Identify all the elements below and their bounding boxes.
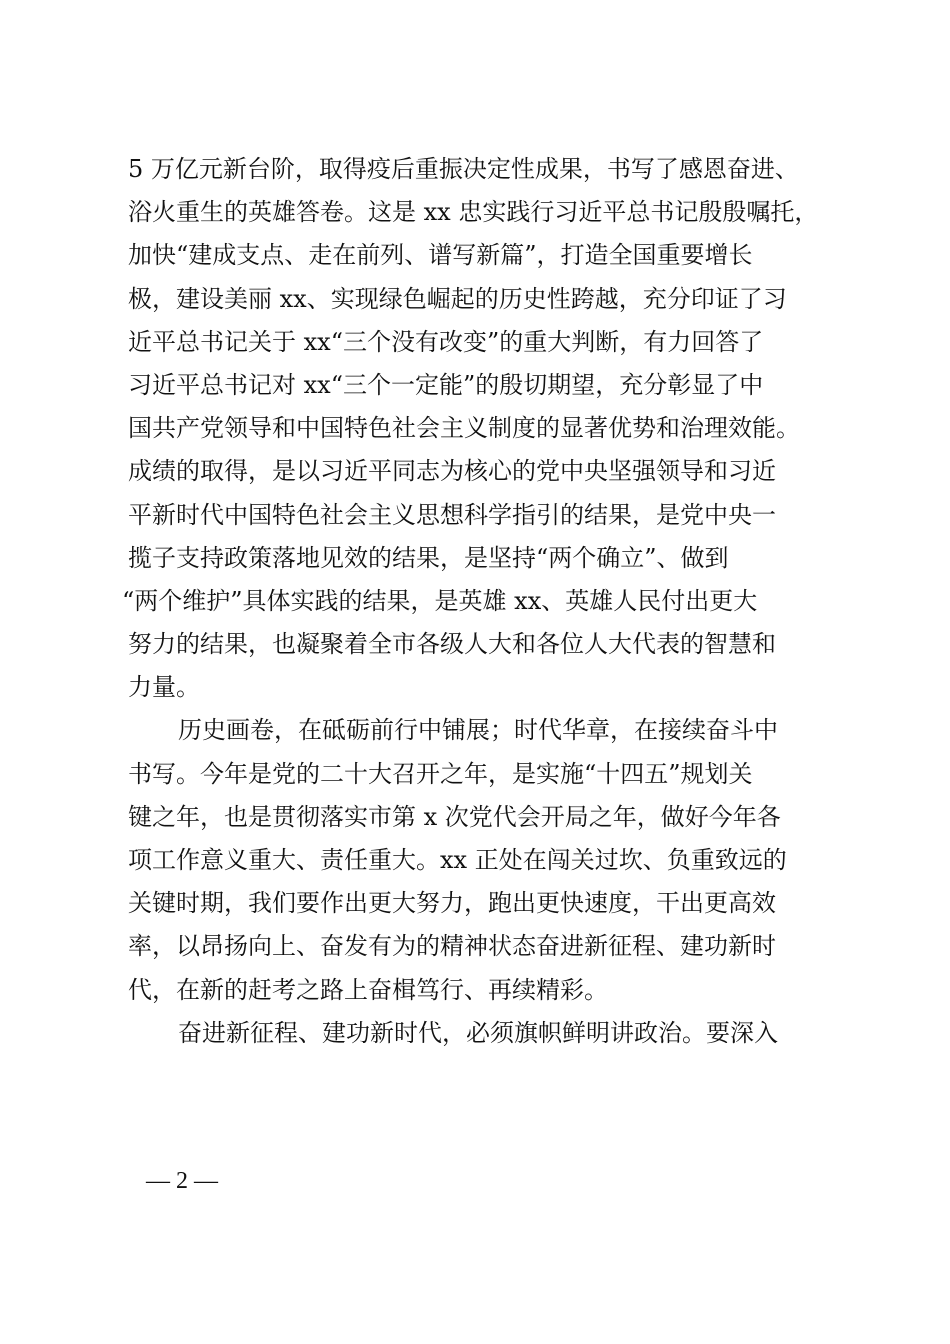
text-line: 平新时代中国特色社会主义思想科学指引的结果，是党中央一	[128, 500, 776, 529]
text-line: 揽子支持政策落地见效的结果，是坚持“两个确立”、做到	[128, 543, 729, 572]
text-line: “两个维护”具体实践的结果，是英雄 xx、英雄人民付出更大	[122, 586, 758, 615]
text-line: 加快“建成支点、走在前列、谱写新篇”，打造全国重要增长	[128, 241, 753, 270]
page-number: — 2 —	[146, 1168, 218, 1194]
text-line: 极，建设美丽 xx、实现绿色崛起的历史性跨越，充分印证了习	[128, 284, 787, 313]
text-line: 5 万亿元新台阶，取得疫后重振决定性成果，书写了感恩奋进、	[128, 155, 799, 183]
text-line: 努力的结果，也凝聚着全市各级人大和各位人大代表的智慧和	[128, 630, 776, 659]
text-line: 国共产党领导和中国特色社会主义制度的显著优势和治理效能。	[128, 414, 800, 443]
paragraph-start-line: 奋进新征程、建功新时代，必须旗帜鲜明讲政治。要深入	[178, 1018, 778, 1047]
text-line: 关键时期，我们要作出更大努力，跑出更快速度，干出更高效	[128, 889, 776, 918]
text-line: 近平总书记关于 xx“三个没有改变”的重大判断，有力回答了	[128, 327, 764, 356]
text-line: 成绩的取得，是以习近平同志为核心的党中央坚强领导和习近	[128, 457, 776, 486]
text-line: 键之年，也是贯彻落实市第 x 次党代会开局之年，做好今年各	[128, 802, 781, 831]
text-line: 项工作意义重大、责任重大。xx 正处在闯关过坎、负重致远的	[128, 846, 787, 874]
text-line: 率，以昂扬向上、奋发有为的精神状态奋进新征程、建功新时	[128, 932, 776, 961]
body-text	[122, 148, 828, 1055]
text-line: 代，在新的赶考之路上奋楫笃行、再续精彩。	[128, 975, 608, 1004]
text-line: 习近平总书记对 xx“三个一定能”的殷切期望，充分彰显了中	[128, 370, 764, 399]
text-line: 力量。	[128, 673, 200, 702]
paragraph-start-line: 历史画卷，在砥砺前行中铺展；时代华章，在接续奋斗中	[178, 716, 778, 745]
text-line: 书写。今年是党的二十大召开之年，是实施“十四五”规划关	[128, 759, 753, 788]
text-line: 浴火重生的英雄答卷。这是 xx 忠实践行习近平总书记殷殷嘱托，	[128, 198, 819, 227]
